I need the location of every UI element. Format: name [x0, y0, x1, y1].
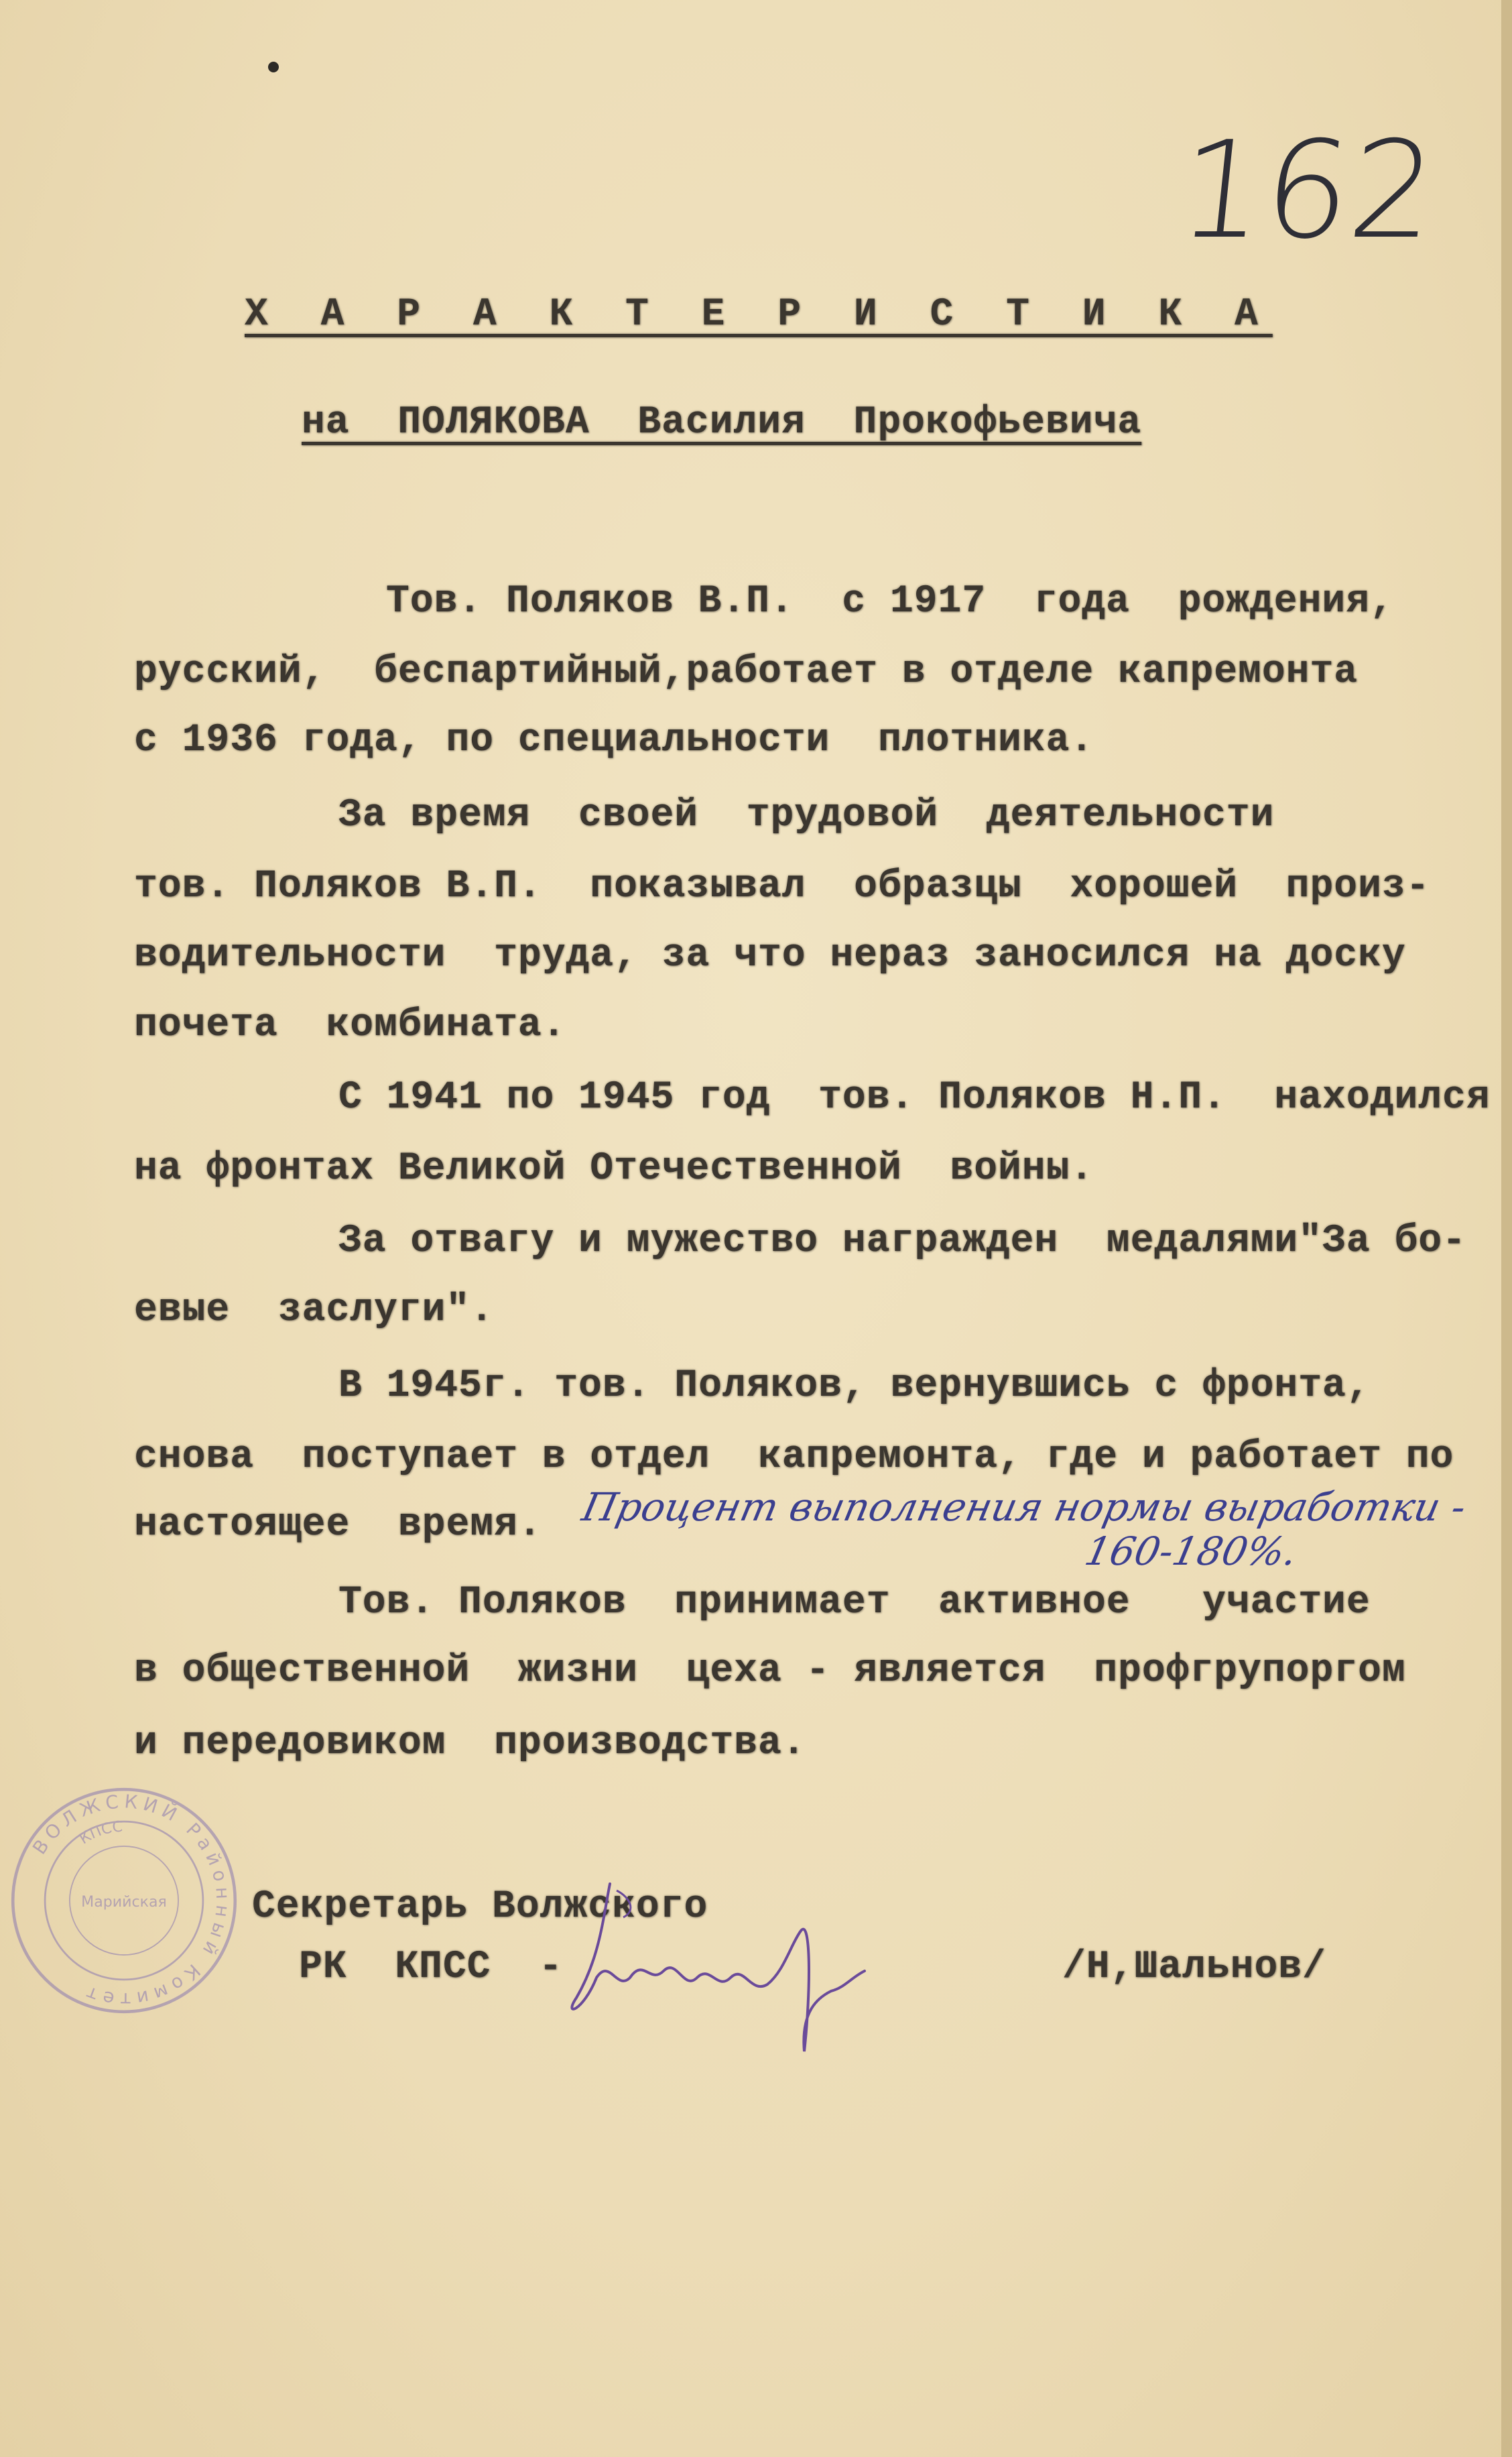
signature-title-line2: РК КПСС -: [299, 1945, 563, 1989]
body-line: За отвагу и мужество награжден медалями"За бо-: [338, 1219, 1466, 1263]
punch-dot: [268, 62, 279, 72]
body-line: Тов. Поляков В.П. с 1917 года рождения,: [386, 580, 1394, 623]
signature-title-line1: Секретарь Волжского: [252, 1885, 708, 1929]
stamp-inner-text: КПСС: [76, 1817, 124, 1848]
document-subtitle: на ПОЛЯКОВА Василия Прокофьевича: [302, 401, 1142, 444]
body-line: в общественной жизни цеха - является профгрупоргом: [134, 1649, 1406, 1693]
page-number: 162: [1171, 113, 1444, 269]
svg-text:КПСС: [76, 1818, 123, 1848]
body-line: С 1941 по 1945 год тов. Поляков Н.П. находился: [338, 1076, 1491, 1120]
document-title: Х А Р А К Т Е Р И С Т И К А: [245, 293, 1273, 337]
body-line: с 1936 года, по специальности плотника.: [134, 719, 1094, 762]
body-line: евые заслуги".: [134, 1289, 495, 1332]
round-stamp: [7, 1783, 241, 2018]
body-line: За время своей трудовой деятельности: [338, 794, 1275, 837]
body-line: на фронтах Великой Отечественной войны.: [134, 1147, 1094, 1191]
body-line: Тов. Поляков принимает активное участие: [338, 1581, 1371, 1624]
body-line: русский, беспартийный,работает в отделе капремонта: [134, 650, 1359, 694]
body-line: почета комбината.: [134, 1004, 566, 1047]
handwritten-signature: [536, 1877, 1032, 2065]
body-line: настоящее время.: [134, 1503, 542, 1547]
signatory-name: /Н,Шальнов/: [1062, 1945, 1326, 1989]
body-line: водительности труда, за что нераз заносился на доску: [134, 934, 1406, 977]
stamp-bottom-text: Марийская: [81, 1893, 167, 1911]
stamp-outer-text: ВОЛЖСКИЙ Районный Комитет: [27, 1790, 235, 2011]
body-line: тов. Поляков В.П. показывал образцы хорошей произ-: [134, 865, 1430, 908]
handwritten-note-line2: 160-180%.: [1080, 1529, 1302, 1574]
handwritten-note-line1: Процент выполнения нормы выработки -: [578, 1484, 1470, 1530]
body-line: снова поступает в отдел капремонта, где и работает по: [134, 1435, 1454, 1479]
paper-edge: [1501, 0, 1512, 2457]
body-line: В 1945г. тов. Поляков, вернувшись с фронта,: [338, 1364, 1371, 1408]
body-line: и передовиком производства.: [134, 1722, 806, 1765]
